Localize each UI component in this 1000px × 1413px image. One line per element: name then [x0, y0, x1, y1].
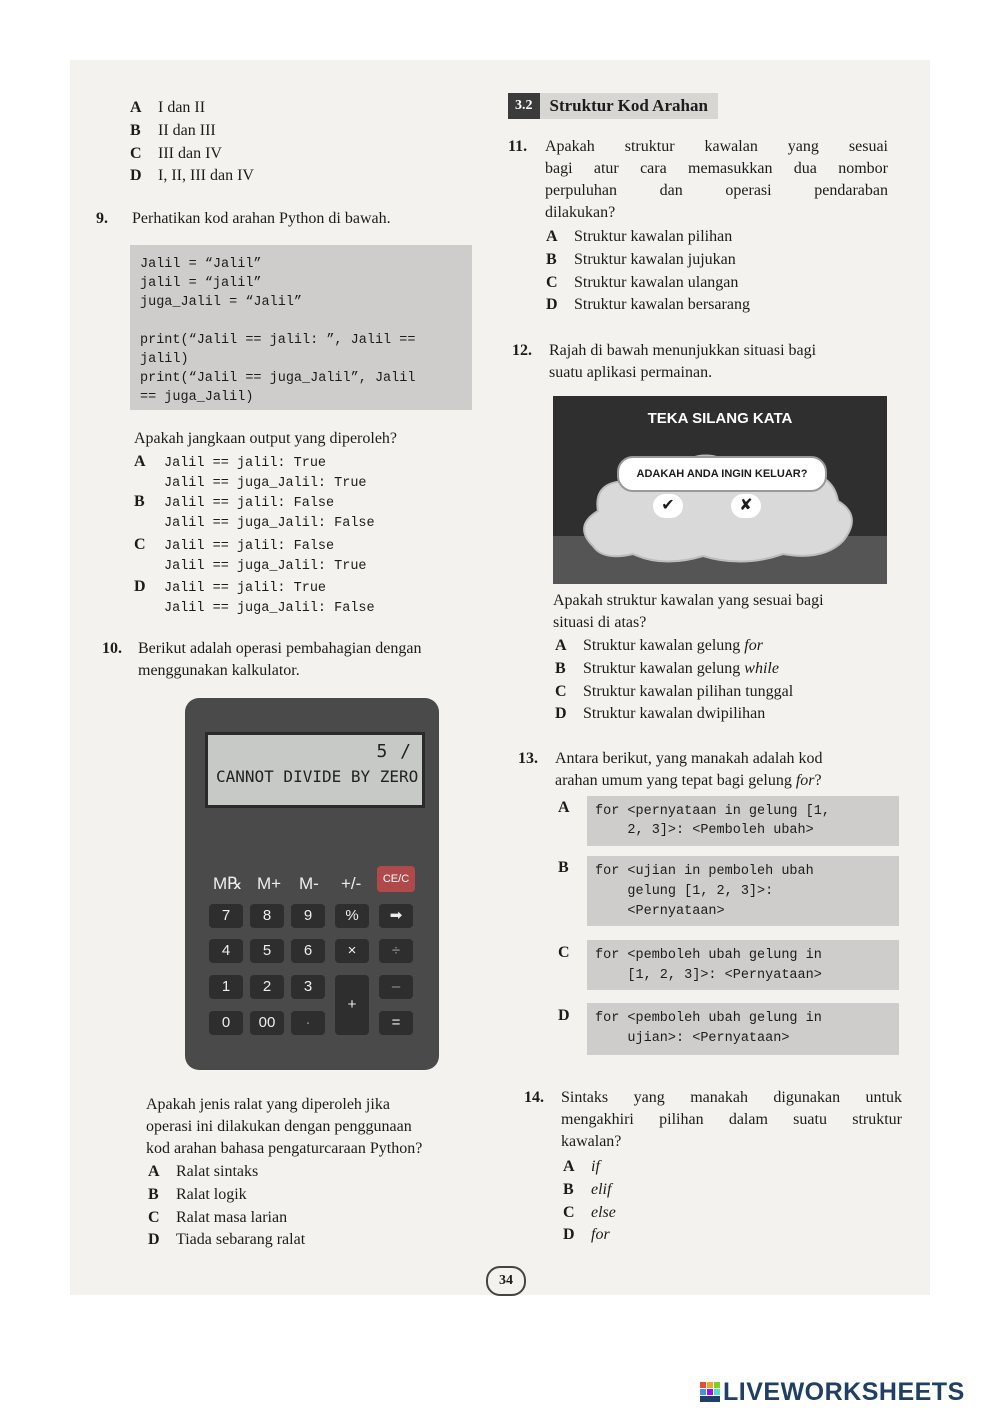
q12-question: Apakah struktur kawalan yang sesuai bagi situasi di atas?	[553, 592, 824, 631]
key-multiply[interactable]: ×	[335, 939, 369, 963]
q10-option-a[interactable]: A Ralat sintaks	[148, 1163, 259, 1180]
q13-prompt: 13. Antara berikut, yang manakah adalah kod arahan umum yang tepat bagi gelung for?	[518, 750, 823, 789]
brand-logo[interactable]	[700, 1378, 965, 1407]
key-0[interactable]: 0	[209, 1011, 243, 1035]
q9-question: Apakah jangkaan output yang diperoleh?	[134, 430, 398, 447]
q11-option-c[interactable]: C Struktur kawalan ulangan	[546, 274, 739, 291]
q12-prompt: 12. Rajah di bawah menunjukkan situasi bagi suatu aplikasi permainan.	[512, 342, 817, 381]
q14-option-b[interactable]: B elif	[563, 1181, 612, 1198]
key-divide[interactable]: ÷	[379, 939, 413, 963]
q14-prompt: 14. Sintaks yang manakah digunakan untuk mengakhiri pilihan dalam suatu struktur kawalan?	[524, 1089, 902, 1150]
code-line-3: juga_Jalil = “Jalil”	[140, 295, 303, 310]
code-line-1: Jalil = “Jalil”	[140, 257, 262, 272]
code-line-8: == juga_Jalil)	[140, 390, 254, 405]
key-4[interactable]: 4	[209, 939, 243, 963]
display-top: 5 /	[376, 741, 412, 762]
key-minus[interactable]: –	[379, 975, 413, 999]
liveworksheets-logo-icon	[700, 1382, 720, 1402]
code-line-6: jalil)	[140, 352, 189, 367]
page-number: 34	[486, 1266, 526, 1296]
key-percent[interactable]: %	[335, 904, 369, 928]
q12-option-a[interactable]: A Struktur kawalan gelung for	[555, 637, 763, 654]
q11-option-d[interactable]: D Struktur kawalan bersarang	[546, 296, 750, 313]
code-line-7: print(“Jalil == juga_Jalil”, Jalil	[140, 371, 416, 386]
key-7[interactable]: 7	[209, 904, 243, 928]
q8-option-c[interactable]: C III dan IV	[130, 145, 222, 162]
q12-option-b[interactable]: B Struktur kawalan gelung while	[555, 660, 779, 677]
q13-letter-b: B	[558, 859, 569, 876]
q9-option-b[interactable]: B Jalil == jalil: False Jalil == juga_Jalil: False	[134, 493, 375, 531]
q10-prompt: 10. Berikut adalah operasi pembahagian dengan menggunakan kalkulator.	[102, 640, 422, 679]
q11-option-b[interactable]: B Struktur kawalan jujukan	[546, 251, 736, 268]
q11-option-a[interactable]: A Struktur kawalan pilihan	[546, 228, 733, 245]
game-dialog: ADAKAH ANDA INGIN KELUAR?	[617, 456, 827, 492]
no-button[interactable]: ✘	[731, 494, 761, 518]
q8-option-d[interactable]: D I, II, III dan IV	[130, 167, 254, 184]
key-dot[interactable]: ·	[291, 1011, 325, 1035]
q14-option-d[interactable]: D for	[563, 1226, 610, 1243]
q9-option-d[interactable]: D Jalil == jalil: True Jalil == juga_Jalil: False	[134, 578, 375, 616]
q11-prompt: 11. Apakah struktur kawalan yang sesuai bagi atur cara memasukkan dua nombor perpuluhan dan operasi pendaraban dilakukan?	[508, 138, 888, 221]
q9-prompt: 9. Perhatikan kod arahan Python di bawah.	[96, 210, 391, 227]
key-sign[interactable]: +/-	[341, 874, 362, 893]
key-mminus[interactable]: M-	[299, 874, 319, 893]
q12-option-c[interactable]: C Struktur kawalan pilihan tunggal	[555, 683, 794, 700]
key-equals[interactable]: =	[379, 1011, 413, 1035]
q14-option-a[interactable]: A if	[563, 1158, 600, 1175]
q10-option-c[interactable]: C Ralat masa larian	[148, 1209, 288, 1226]
q14-option-c[interactable]: C else	[563, 1204, 616, 1221]
q13-option-a[interactable]: for <pernyataan in gelung [1, 2, 3]>: <Pemboleh ubah>	[587, 796, 899, 846]
key-3[interactable]: 3	[291, 975, 325, 999]
calculator-image	[185, 698, 439, 1070]
q13-letter-d: D	[558, 1007, 570, 1024]
key-1[interactable]: 1	[209, 975, 243, 999]
q10-option-b[interactable]: B Ralat logik	[148, 1186, 247, 1203]
q13-option-d[interactable]: for <pemboleh ubah gelung in ujian>: <Pernyataan>	[587, 1003, 899, 1055]
key-8[interactable]: 8	[250, 904, 284, 928]
game-title: TEKA SILANG KATA	[647, 410, 793, 427]
q9-option-c[interactable]: C Jalil == jalil: False Jalil == juga_Jalil: True	[134, 536, 367, 574]
q9-code-block	[130, 245, 472, 410]
key-mplus[interactable]: M+	[257, 874, 282, 893]
q13-letter-c: C	[558, 944, 570, 961]
yes-button[interactable]: ✔	[653, 494, 683, 518]
game-illustration	[553, 396, 887, 584]
key-6[interactable]: 6	[291, 939, 325, 963]
key-00[interactable]: 00	[250, 1011, 284, 1035]
brand-name: LIVEWORKSHEETS	[723, 1378, 965, 1406]
section-header	[508, 93, 718, 119]
key-9[interactable]: 9	[291, 904, 325, 928]
code-line-2: jalil = “jalil”	[140, 276, 262, 291]
key-arrow[interactable]: ➡	[379, 904, 413, 928]
key-cec[interactable]: CE/C	[377, 866, 415, 892]
q10-option-d[interactable]: D Tiada sebarang ralat	[148, 1231, 306, 1248]
key-mrc[interactable]: M℞	[213, 874, 243, 893]
q12-option-d[interactable]: D Struktur kawalan dwipilihan	[555, 705, 766, 722]
q9-option-a[interactable]: A Jalil == jalil: True Jalil == juga_Jalil: True	[134, 453, 367, 491]
key-5[interactable]: 5	[250, 939, 284, 963]
calculator-screen	[205, 732, 425, 808]
section-number: 3.2	[508, 93, 540, 119]
q8-option-a[interactable]: A I dan II	[130, 99, 206, 116]
q13-option-c[interactable]: for <pemboleh ubah gelung in [1, 2, 3]>: <Pernyataan>	[587, 940, 899, 990]
q8-option-b[interactable]: B II dan III	[130, 122, 216, 139]
key-plus[interactable]: +	[335, 975, 369, 1035]
section-title: Struktur Kod Arahan	[540, 93, 718, 119]
q13-letter-a: A	[558, 799, 570, 816]
code-line-5: print(“Jalil == jalil: ”, Jalil ==	[140, 333, 416, 348]
q10-question: Apakah jenis ralat yang diperoleh jika operasi ini dilakukan dengan penggunaan kod arahan bahasa pengaturcaraan Python?	[146, 1096, 423, 1157]
q13-option-b[interactable]: for <ujian in pemboleh ubah gelung [1, 2, 3]>: <Pernyataan>	[587, 856, 899, 926]
display-message: CANNOT DIVIDE BY ZERO	[216, 767, 419, 786]
key-2[interactable]: 2	[250, 975, 284, 999]
